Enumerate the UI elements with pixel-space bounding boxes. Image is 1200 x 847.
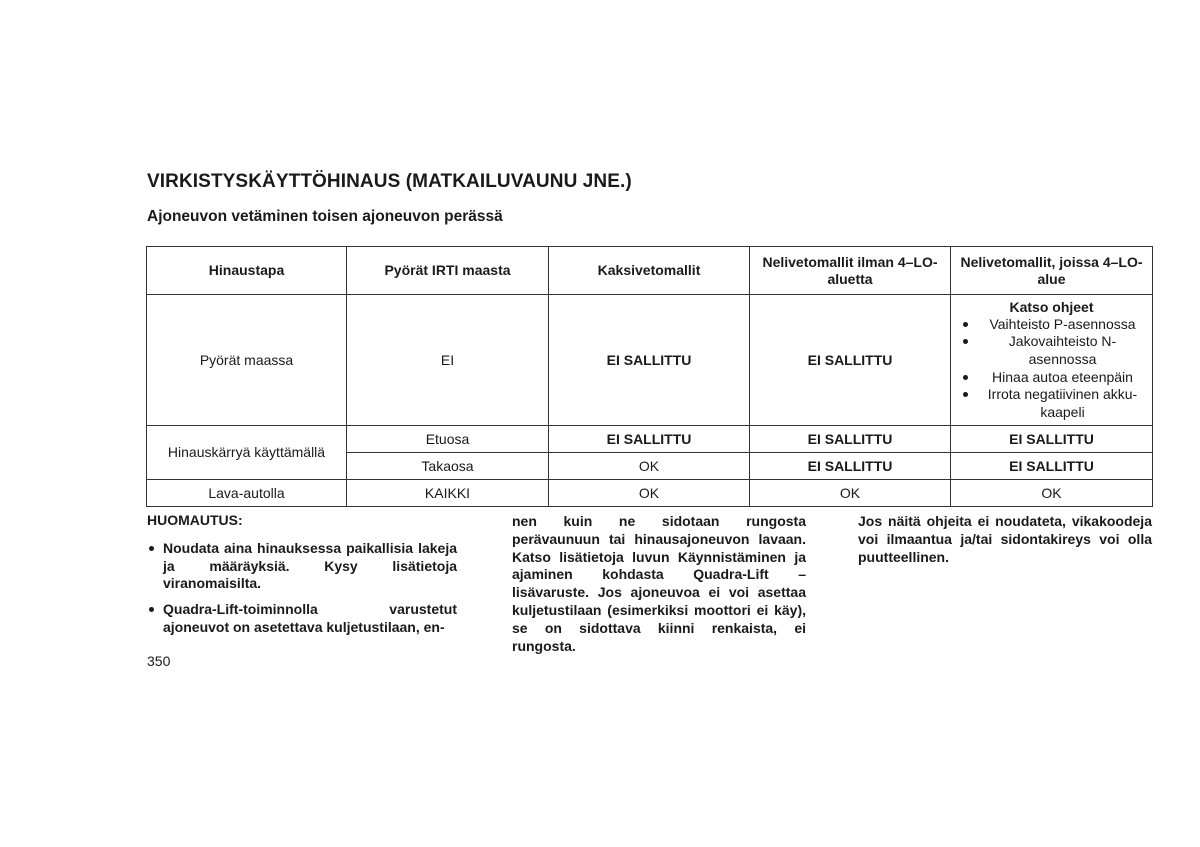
cell-wheels-off: KAIKKI xyxy=(347,480,549,507)
cell-method: Pyörät maassa xyxy=(147,295,347,426)
list-item: Hinaa autoa eteenpäin xyxy=(977,369,1148,387)
header-towing-method: Hinaustapa xyxy=(147,247,347,295)
cell-4wd-lo: EI SALLITTU xyxy=(951,453,1153,480)
cell-wheels-off: EI xyxy=(347,295,549,426)
table-row xyxy=(147,480,1153,507)
cell-method: Hinauskärryä käyttämällä xyxy=(147,426,347,480)
cell-4wd-no-lo: EI SALLITTU xyxy=(750,453,951,480)
section-title: VIRKISTYSKÄYTTÖHINAUS (MATKAILUVAUNU JNE.) xyxy=(147,171,632,192)
towing-table xyxy=(146,246,1153,507)
cell-2wd: EI SALLITTU xyxy=(549,426,750,453)
cell-2wd: OK xyxy=(549,453,750,480)
note-closing-text: Jos näitä ohjeita ei noudateta, vikakoodeja voi ilmaantua ja/tai sidontakireys voi olla puutteellinen. xyxy=(858,513,1152,565)
list-item: Irrota negatiivinen akku-kaapeli xyxy=(977,386,1148,421)
header-wheels-off: Pyörät IRTI maasta xyxy=(347,247,549,295)
cell-4wd-lo-instructions xyxy=(951,295,1153,426)
note-column-2 xyxy=(512,513,806,655)
cell-method: Lava-autolla xyxy=(147,480,347,507)
note-column-3 xyxy=(858,513,1152,566)
cell-wheels-off: Takaosa xyxy=(347,453,549,480)
header-4wd-no-lo: Nelivetomallit ilman 4–LO-aluetta xyxy=(750,247,951,295)
table-row xyxy=(147,295,1153,426)
table-row xyxy=(147,426,1153,453)
note-bullet: Quadra-Lift-toiminnolla varustetut ajoneuvot on asetettava kuljetustilaan, en- xyxy=(147,601,457,637)
section-subtitle: Ajoneuvon vetäminen toisen ajoneuvon perässä xyxy=(147,208,503,225)
table-header-row xyxy=(147,247,1153,295)
note-bullet: Noudata aina hinauksessa paikallisia lakeja ja määräyksiä. Kysy lisätietoja viranomaisilta. xyxy=(147,540,457,593)
header-2wd: Kaksivetomallit xyxy=(549,247,750,295)
cell-4wd-no-lo: EI SALLITTU xyxy=(750,295,951,426)
cell-4wd-lo: OK xyxy=(951,480,1153,507)
instructions-heading: Katso ohjeet xyxy=(1009,298,1094,315)
cell-4wd-no-lo: OK xyxy=(750,480,951,507)
cell-4wd-lo: EI SALLITTU xyxy=(951,426,1153,453)
cell-wheels-off: Etuosa xyxy=(347,426,549,453)
instructions-list xyxy=(955,316,1148,422)
cell-2wd: OK xyxy=(549,480,750,507)
note-bullet-continuation: nen kuin ne sidotaan rungosta perävaunuun tai hinausajoneuvon lavaan. Katso lisätietoja luvun Käynnistäminen ja ajaminen kohdasta Quadra-Lift – lisävaruste. Jos ajoneuvoa ei voi asettaa kuljetustilaan (esimerkiksi moottori ei käy), se on sidottava kiinni renkaista, ei rungosta. xyxy=(512,513,806,654)
list-item: Vaihteisto P-asennossa xyxy=(977,316,1148,334)
header-4wd-lo: Nelivetomallit, joissa 4–LO-alue xyxy=(951,247,1153,295)
cell-4wd-no-lo: EI SALLITTU xyxy=(750,426,951,453)
note-column-1 xyxy=(147,512,457,645)
list-item: Jakovaihteisto N-asennossa xyxy=(977,333,1148,368)
page-number: 350 xyxy=(147,653,171,669)
note-heading: HUOMAUTUS: xyxy=(147,512,243,528)
cell-2wd: EI SALLITTU xyxy=(549,295,750,426)
